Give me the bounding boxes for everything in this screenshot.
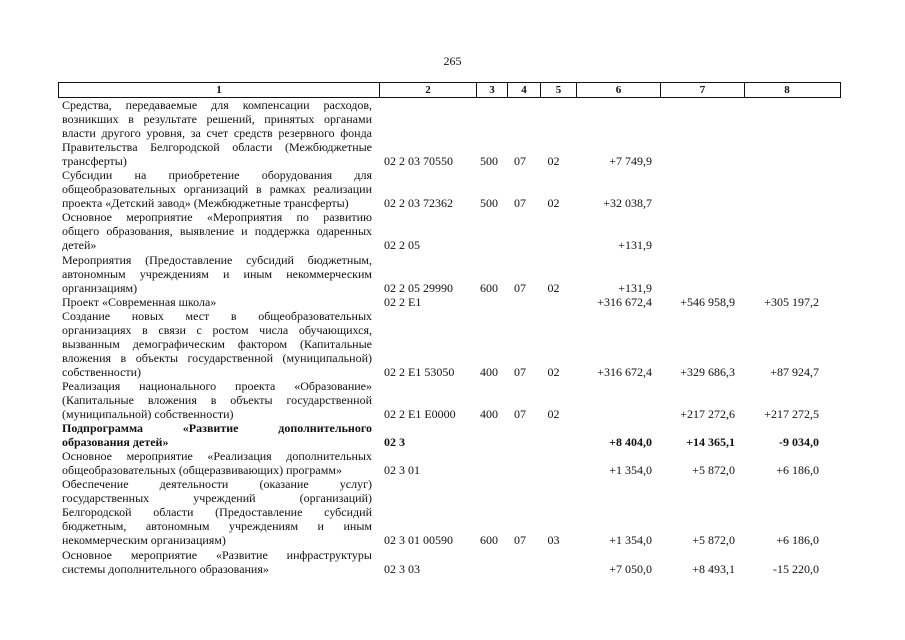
description-line: общеобразовательных организаций в рамках реализации xyxy=(62,182,372,197)
table-row xyxy=(58,477,841,547)
description-line: системы дополнительного образования» xyxy=(62,561,269,576)
row-code: 02 2 03 70550 xyxy=(384,154,453,169)
row-rz: 07 xyxy=(514,196,526,211)
header-col-5: 5 xyxy=(540,83,576,97)
row-description xyxy=(58,309,378,379)
description-line: Правительства Белгородской области (Межбюджетные xyxy=(62,140,372,155)
row-value-8: -15 220,0 xyxy=(773,561,819,576)
row-pr: 02 xyxy=(547,407,560,422)
row-value-7: +546 958,9 xyxy=(680,294,735,309)
row-code: 02 2 03 72362 xyxy=(384,196,453,211)
row-description xyxy=(58,449,378,477)
header-col-4: 4 xyxy=(507,83,540,97)
description-line: собственности) xyxy=(62,364,142,379)
page-number: 265 xyxy=(443,54,462,68)
row-vr: 500 xyxy=(480,154,498,169)
description-line: вызванным демографическим фактором (Капитальные xyxy=(62,336,372,351)
description-line: бюджетным, автономным учреждениям и иным xyxy=(62,519,372,534)
row-value-6: +316 672,4 xyxy=(597,294,652,309)
description-line: Основное мероприятие «Реализация дополнительных xyxy=(62,449,372,464)
row-value-6: +1 354,0 xyxy=(609,463,652,478)
row-pr: 02 xyxy=(547,280,560,295)
description-line: Основное мероприятие «Мероприятия по развитию xyxy=(62,210,372,225)
row-rz: 07 xyxy=(514,407,526,422)
row-description xyxy=(58,477,378,547)
row-value-6: +131,9 xyxy=(618,280,652,295)
description-line: общеобразовательных (общеразвивающих) программ» xyxy=(62,463,342,478)
header-col-8: 8 xyxy=(744,83,829,97)
row-rz: 07 xyxy=(514,364,526,379)
description-line: автономным учреждениям и иным некоммерческим xyxy=(62,266,372,281)
description-line: (муниципальной) собственности) xyxy=(62,407,234,422)
row-value-7: +329 686,3 xyxy=(680,364,735,379)
row-value-6: +7 050,0 xyxy=(609,561,652,576)
row-pr: 02 xyxy=(547,364,560,379)
header-col-2: 2 xyxy=(379,83,476,97)
row-value-7: +217 272,6 xyxy=(680,407,735,422)
row-code: 02 2 E1 E0000 xyxy=(384,407,456,422)
row-pr: 03 xyxy=(547,533,560,548)
row-value-6: +7 749,9 xyxy=(609,154,652,169)
row-pr: 02 xyxy=(547,154,560,169)
description-line: Создание новых мест в общеобразовательных xyxy=(62,308,372,323)
row-code: 02 2 05 29990 xyxy=(384,280,453,295)
row-value-8: +87 924,7 xyxy=(770,364,819,379)
row-code: 02 3 03 xyxy=(384,561,420,576)
table-row xyxy=(58,295,841,309)
description-line: Обеспечение деятельности (оказание услуг) xyxy=(62,477,372,492)
row-code: 02 3 01 xyxy=(384,463,420,478)
table-row xyxy=(58,168,841,210)
row-vr: 600 xyxy=(480,533,498,548)
row-vr: 400 xyxy=(480,407,498,422)
row-value-8: -9 034,0 xyxy=(779,435,819,450)
description-line: Мероприятия (Предоставление субсидий бюджетным, xyxy=(62,252,372,267)
row-value-6: +131,9 xyxy=(618,238,652,253)
row-description xyxy=(58,210,378,252)
description-line: организациям) xyxy=(62,280,138,295)
table-row xyxy=(58,98,841,168)
description-line: некоммерческим организациям) xyxy=(62,533,226,548)
row-code: 02 3 01 00590 xyxy=(384,533,453,548)
row-description xyxy=(58,421,378,449)
row-value-7: +5 872,0 xyxy=(692,463,735,478)
table-row xyxy=(58,421,841,449)
row-code: 02 2 05 xyxy=(384,238,420,253)
row-value-8: +6 186,0 xyxy=(776,463,819,478)
description-line: общего образования, выявление и поддержка одаренных xyxy=(62,224,372,239)
row-value-8: +305 197,2 xyxy=(764,294,819,309)
description-line: государственных учреждений (организаций) xyxy=(62,491,372,506)
row-description xyxy=(58,253,378,295)
description-line: Средства, передаваемые для компенсации расходов, xyxy=(62,98,372,112)
description-line: Белгородской области (Предоставление субсидий xyxy=(62,505,372,520)
row-value-6: +1 354,0 xyxy=(609,533,652,548)
description-line: Субсидии на приобретение оборудования для xyxy=(62,168,372,183)
description-line: Проект «Современная школа» xyxy=(62,294,217,309)
table-row xyxy=(58,548,841,576)
row-vr: 600 xyxy=(480,280,498,295)
row-code: 02 2 E1 53050 xyxy=(384,364,455,379)
row-description xyxy=(58,379,378,421)
row-value-6: +32 038,7 xyxy=(603,196,652,211)
description-line: вложения в объекты государственной (муниципальной) xyxy=(62,350,372,365)
row-code: 02 2 E1 xyxy=(384,294,422,309)
description-line: возникших в результате решений, принятых органами xyxy=(62,112,372,127)
row-rz: 07 xyxy=(514,533,526,548)
row-pr: 02 xyxy=(547,196,560,211)
row-rz: 07 xyxy=(514,154,526,169)
row-description xyxy=(58,98,378,168)
row-vr: 400 xyxy=(480,364,498,379)
row-code: 02 3 xyxy=(384,435,405,450)
budget-table xyxy=(58,82,841,576)
row-value-8: +217 272,5 xyxy=(764,407,819,422)
description-line: Подпрограмма «Развитие дополнительного xyxy=(62,421,372,436)
table-row xyxy=(58,210,841,252)
row-value-6: +8 404,0 xyxy=(609,435,652,450)
description-line: Основное мероприятие «Развитие инфраструктуры xyxy=(62,547,372,562)
header-col-7: 7 xyxy=(660,83,744,97)
table-row xyxy=(58,253,841,295)
row-value-7: +8 493,1 xyxy=(692,561,735,576)
row-description xyxy=(58,548,378,576)
table-body xyxy=(58,98,841,576)
row-description xyxy=(58,295,378,309)
table-header xyxy=(58,82,841,98)
description-line: Реализация национального проекта «Образование» xyxy=(62,378,372,393)
row-description xyxy=(58,168,378,210)
row-rz: 07 xyxy=(514,280,526,295)
row-vr: 500 xyxy=(480,196,498,211)
table-row xyxy=(58,309,841,379)
row-value-8: +6 186,0 xyxy=(776,533,819,548)
header-col-6: 6 xyxy=(576,83,660,97)
description-line: власти другого уровня, за счет средств резервного фонда xyxy=(62,126,372,141)
description-line: трансферты) xyxy=(62,154,127,169)
header-col-3: 3 xyxy=(476,83,507,97)
description-line: проекта «Детский завод» (Межбюджетные трансферты) xyxy=(62,196,349,211)
header-col-1: 1 xyxy=(216,84,222,96)
description-line: организациях в связи с ростом числа обучающихся, xyxy=(62,322,372,337)
table-row xyxy=(58,449,841,477)
description-line: детей» xyxy=(62,238,97,253)
row-value-7: +5 872,0 xyxy=(692,533,735,548)
row-value-7: +14 365,1 xyxy=(686,435,735,450)
table-row xyxy=(58,379,841,421)
row-value-6: +316 672,4 xyxy=(597,364,652,379)
description-line: (Капитальные вложения в объекты государственной xyxy=(62,392,372,407)
description-line: образования детей» xyxy=(62,435,169,450)
